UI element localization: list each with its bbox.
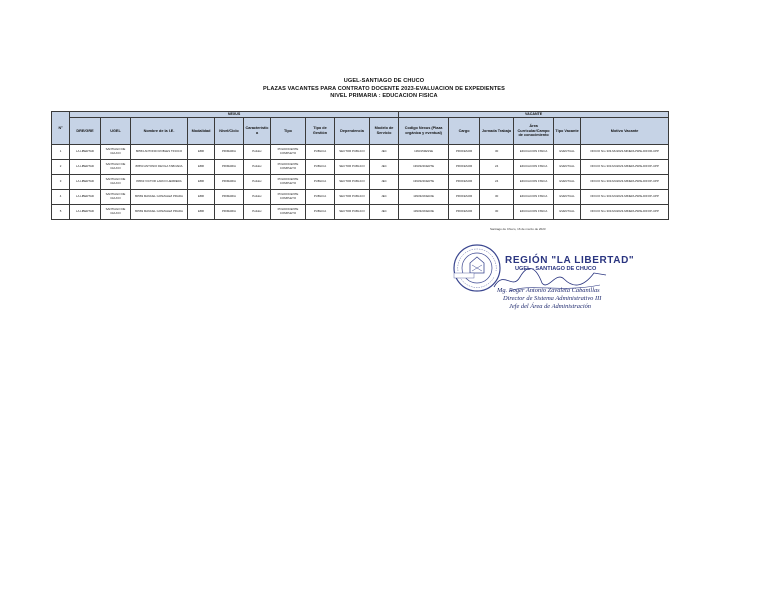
cell-modelo: JEC: [370, 145, 399, 160]
cell-cargo: PROFESOR: [449, 145, 480, 160]
cell-motivo: OFICIO Nro 303-MU2023-MINEDU/SPE-DIFOP-UPP: [581, 160, 669, 175]
header-modalidad: Modalidad: [188, 118, 215, 145]
cell-tipo-vacante: EVENTUAL: [554, 190, 581, 205]
signer-role: Director de Sistema Administrativo III: [503, 294, 602, 302]
header-jornada: Jornada Trabajo: [480, 118, 514, 145]
document-date: Santiago de Chuco, 16 de marzo de 2023: [490, 227, 546, 231]
header-nivel: Nivel/Ciclo: [215, 118, 244, 145]
header-dependencia: Dependencia: [335, 118, 370, 145]
cell-nivel: PRIMARIA: [215, 190, 244, 205]
cell-jornada: 30: [480, 190, 514, 205]
cell-modelo: JEC: [370, 160, 399, 175]
cell-modalidad: EBR: [188, 205, 215, 220]
cell-dre: LA LIBERTAD: [70, 205, 101, 220]
cell-area: EDUCACION FISICA: [514, 145, 554, 160]
header-dre: DRE/GRE: [70, 118, 101, 145]
cell-tipo: POLIDOCENTE COMPLETO: [271, 175, 306, 190]
header-tipo: Tipo: [271, 118, 306, 145]
cell-area: EDUCACION FISICA: [514, 205, 554, 220]
cell-modalidad: EBR: [188, 160, 215, 175]
cell-nombre: 80569 MANUEL GONZALEZ PRADA: [131, 190, 188, 205]
cell-nivel: PRIMARIA: [215, 205, 244, 220]
cell-dre: LA LIBERTAD: [70, 160, 101, 175]
cell-motivo: OFICIO Nro 303-MU2023-MINEDU/SPE-DIFOP-UPP: [581, 175, 669, 190]
cell-caracteristica: Polidoc: [244, 145, 271, 160]
cell-tipo-vacante: EVENTUAL: [554, 145, 581, 160]
cell-ugel: SANTIAGO DE CHUCO: [101, 175, 131, 190]
cell-ugel: SANTIAGO DE CHUCO: [101, 160, 131, 175]
header-nombre: Nombre de la I.E.: [131, 118, 188, 145]
cell-modalidad: EBR: [188, 175, 215, 190]
cell-jornada: 30: [480, 145, 514, 160]
cell-number: 2: [52, 160, 70, 175]
cell-codigo: 1393323CERTE: [399, 175, 449, 190]
signer-name: Mg. Roger Antonio Zavaleta Cabanillas: [497, 287, 600, 294]
cell-motivo: OFICIO Nro 303-MU2023-MINEDU/SPE-DIFOP-UPP: [581, 190, 669, 205]
cell-caracteristica: Polidoc: [244, 160, 271, 175]
cell-jornada: 30: [480, 205, 514, 220]
header-motivo: Motivo Vacante: [581, 118, 669, 145]
cell-nombre: 80563 VICTOR LARCO HERRERA: [131, 175, 188, 190]
cell-dependencia: SECTOR PUBLICO: [335, 190, 370, 205]
table-row: [52, 190, 669, 205]
cell-dependencia: SECTOR PUBLICO: [335, 205, 370, 220]
cell-motivo: OFICIO Nro 333-MU2023-MINEDU/SPE-DIFOR-UPP: [581, 145, 669, 160]
cell-number: 3: [52, 175, 70, 190]
cell-number: 4: [52, 190, 70, 205]
table-row: [52, 175, 669, 190]
header-number: N°: [52, 112, 70, 145]
cell-nivel: PRIMARIA: [215, 160, 244, 175]
cell-nivel: PRIMARIA: [215, 175, 244, 190]
cell-modelo: JEC: [370, 175, 399, 190]
stamp-ugel: UGEL - SANTIAGO DE CHUCO: [515, 266, 597, 272]
cell-area: EDUCACION FISICA: [514, 160, 554, 175]
cell-ugel: SANTIAGO DE CHUCO: [101, 190, 131, 205]
cell-dre: LA LIBERTAD: [70, 190, 101, 205]
stamp-region: REGIÓN "LA LIBERTAD": [505, 255, 635, 266]
cell-caracteristica: Polidoc: [244, 190, 271, 205]
cell-number: 5: [52, 205, 70, 220]
cell-nivel: PRIMARIA: [215, 145, 244, 160]
cell-dependencia: SECTOR PUBLICO: [335, 145, 370, 160]
cell-tipo-vacante: EVENTUAL: [554, 175, 581, 190]
cell-area: EDUCACION FISICA: [514, 190, 554, 205]
cell-codigo: 1393323CERJE: [399, 190, 449, 205]
cell-tipo: POLIDOCENTE COMPLETO: [271, 190, 306, 205]
cell-nombre: 80569 MANUEL GONZALEZ PRADA: [131, 205, 188, 220]
cell-codigo: 1393323CERJE: [399, 205, 449, 220]
table-row: [52, 160, 669, 175]
cell-dependencia: SECTOR PUBLICO: [335, 160, 370, 175]
cell-codigo: 1393153ESSE: [399, 145, 449, 160]
table-row: [52, 145, 669, 160]
cell-dre: LA LIBERTAD: [70, 145, 101, 160]
cell-ugel: SANTIAGO DE CHUCO: [101, 205, 131, 220]
cell-modelo: JEC: [370, 190, 399, 205]
cell-tipo-vacante: EVENTUAL: [554, 160, 581, 175]
cell-number: 1: [52, 145, 70, 160]
table-row: [52, 205, 669, 220]
cell-tipo-vacante: EVENTUAL: [554, 205, 581, 220]
cell-caracteristica: Polidoc: [244, 205, 271, 220]
header-gestion: Tipo de Gestión: [306, 118, 335, 145]
cell-cargo: PROFESOR: [449, 175, 480, 190]
cell-cargo: PROFESOR: [449, 160, 480, 175]
header-codigo: Codigo Nexus (Plaza orgánica y eventual): [399, 118, 449, 145]
cell-ugel: SANTIAGO DE CHUCO: [101, 145, 131, 160]
header-cargo: Cargo: [449, 118, 480, 145]
cell-jornada: 24: [480, 175, 514, 190]
group-header-nexus: NEXUS: [70, 112, 399, 118]
signature-block: [497, 255, 635, 310]
cell-caracteristica: Polidoc: [244, 175, 271, 190]
cell-jornada: 24: [480, 160, 514, 175]
title-line-1: UGEL-SANTIAGO DE CHUCO: [343, 78, 425, 84]
cell-nombre: 80553 ANTONIO ROBLES TINOCO: [131, 145, 188, 160]
cell-area: EDUCACION FISICA: [514, 175, 554, 190]
cell-cargo: PROFESOR: [449, 205, 480, 220]
cell-gestion: PUBLICA: [306, 145, 335, 160]
document-titles: [0, 78, 768, 101]
title-line-3: NIVEL PRIMARIA : EDUCACION FISICA: [330, 93, 438, 100]
header-caracteristica: Característic a: [244, 118, 271, 145]
cell-dre: LA LIBERTAD: [70, 175, 101, 190]
cell-tipo: POLIDOCENTE COMPLETO: [271, 205, 306, 220]
cell-gestion: PUBLICA: [306, 190, 335, 205]
cell-dependencia: SECTOR PUBLICO: [335, 175, 370, 190]
signer-area: Jefe del Área de Administración: [509, 302, 591, 310]
header-tipo-vacante: Tipo Vacante: [554, 118, 581, 145]
header-ugel: UGEL: [101, 118, 131, 145]
cell-codigo: 1393323CERTE: [399, 160, 449, 175]
cell-tipo: POLIDOCENTE COMPLETO: [271, 145, 306, 160]
header-area: Área Curricular/Campo de conocimiento: [514, 118, 554, 145]
cell-cargo: PROFESOR: [449, 190, 480, 205]
header-modelo: Modelo de Servicio: [370, 118, 399, 145]
cell-gestion: PUBLICA: [306, 205, 335, 220]
cell-gestion: PUBLICA: [306, 160, 335, 175]
title-line-2: PLAZAS VACANTES PARA CONTRATO DOCENTE 2023-EVALUACION DE EXPEDIENTES: [263, 85, 505, 92]
cell-tipo: POLIDOCENTE COMPLETO: [271, 160, 306, 175]
cell-modalidad: EBR: [188, 190, 215, 205]
cell-nombre: 80553 ANTONIO DEVILA TABOADA: [131, 160, 188, 175]
cell-gestion: PUBLICA: [306, 175, 335, 190]
vacancies-table: [51, 111, 669, 220]
cell-motivo: OFICIO Nro 303-MU2023-MINEDU/SPE-DIFOP-UPP: [581, 205, 669, 220]
cell-modalidad: EBR: [188, 145, 215, 160]
group-header-vacante: VACANTE: [399, 112, 669, 118]
cell-modelo: JEC: [370, 205, 399, 220]
